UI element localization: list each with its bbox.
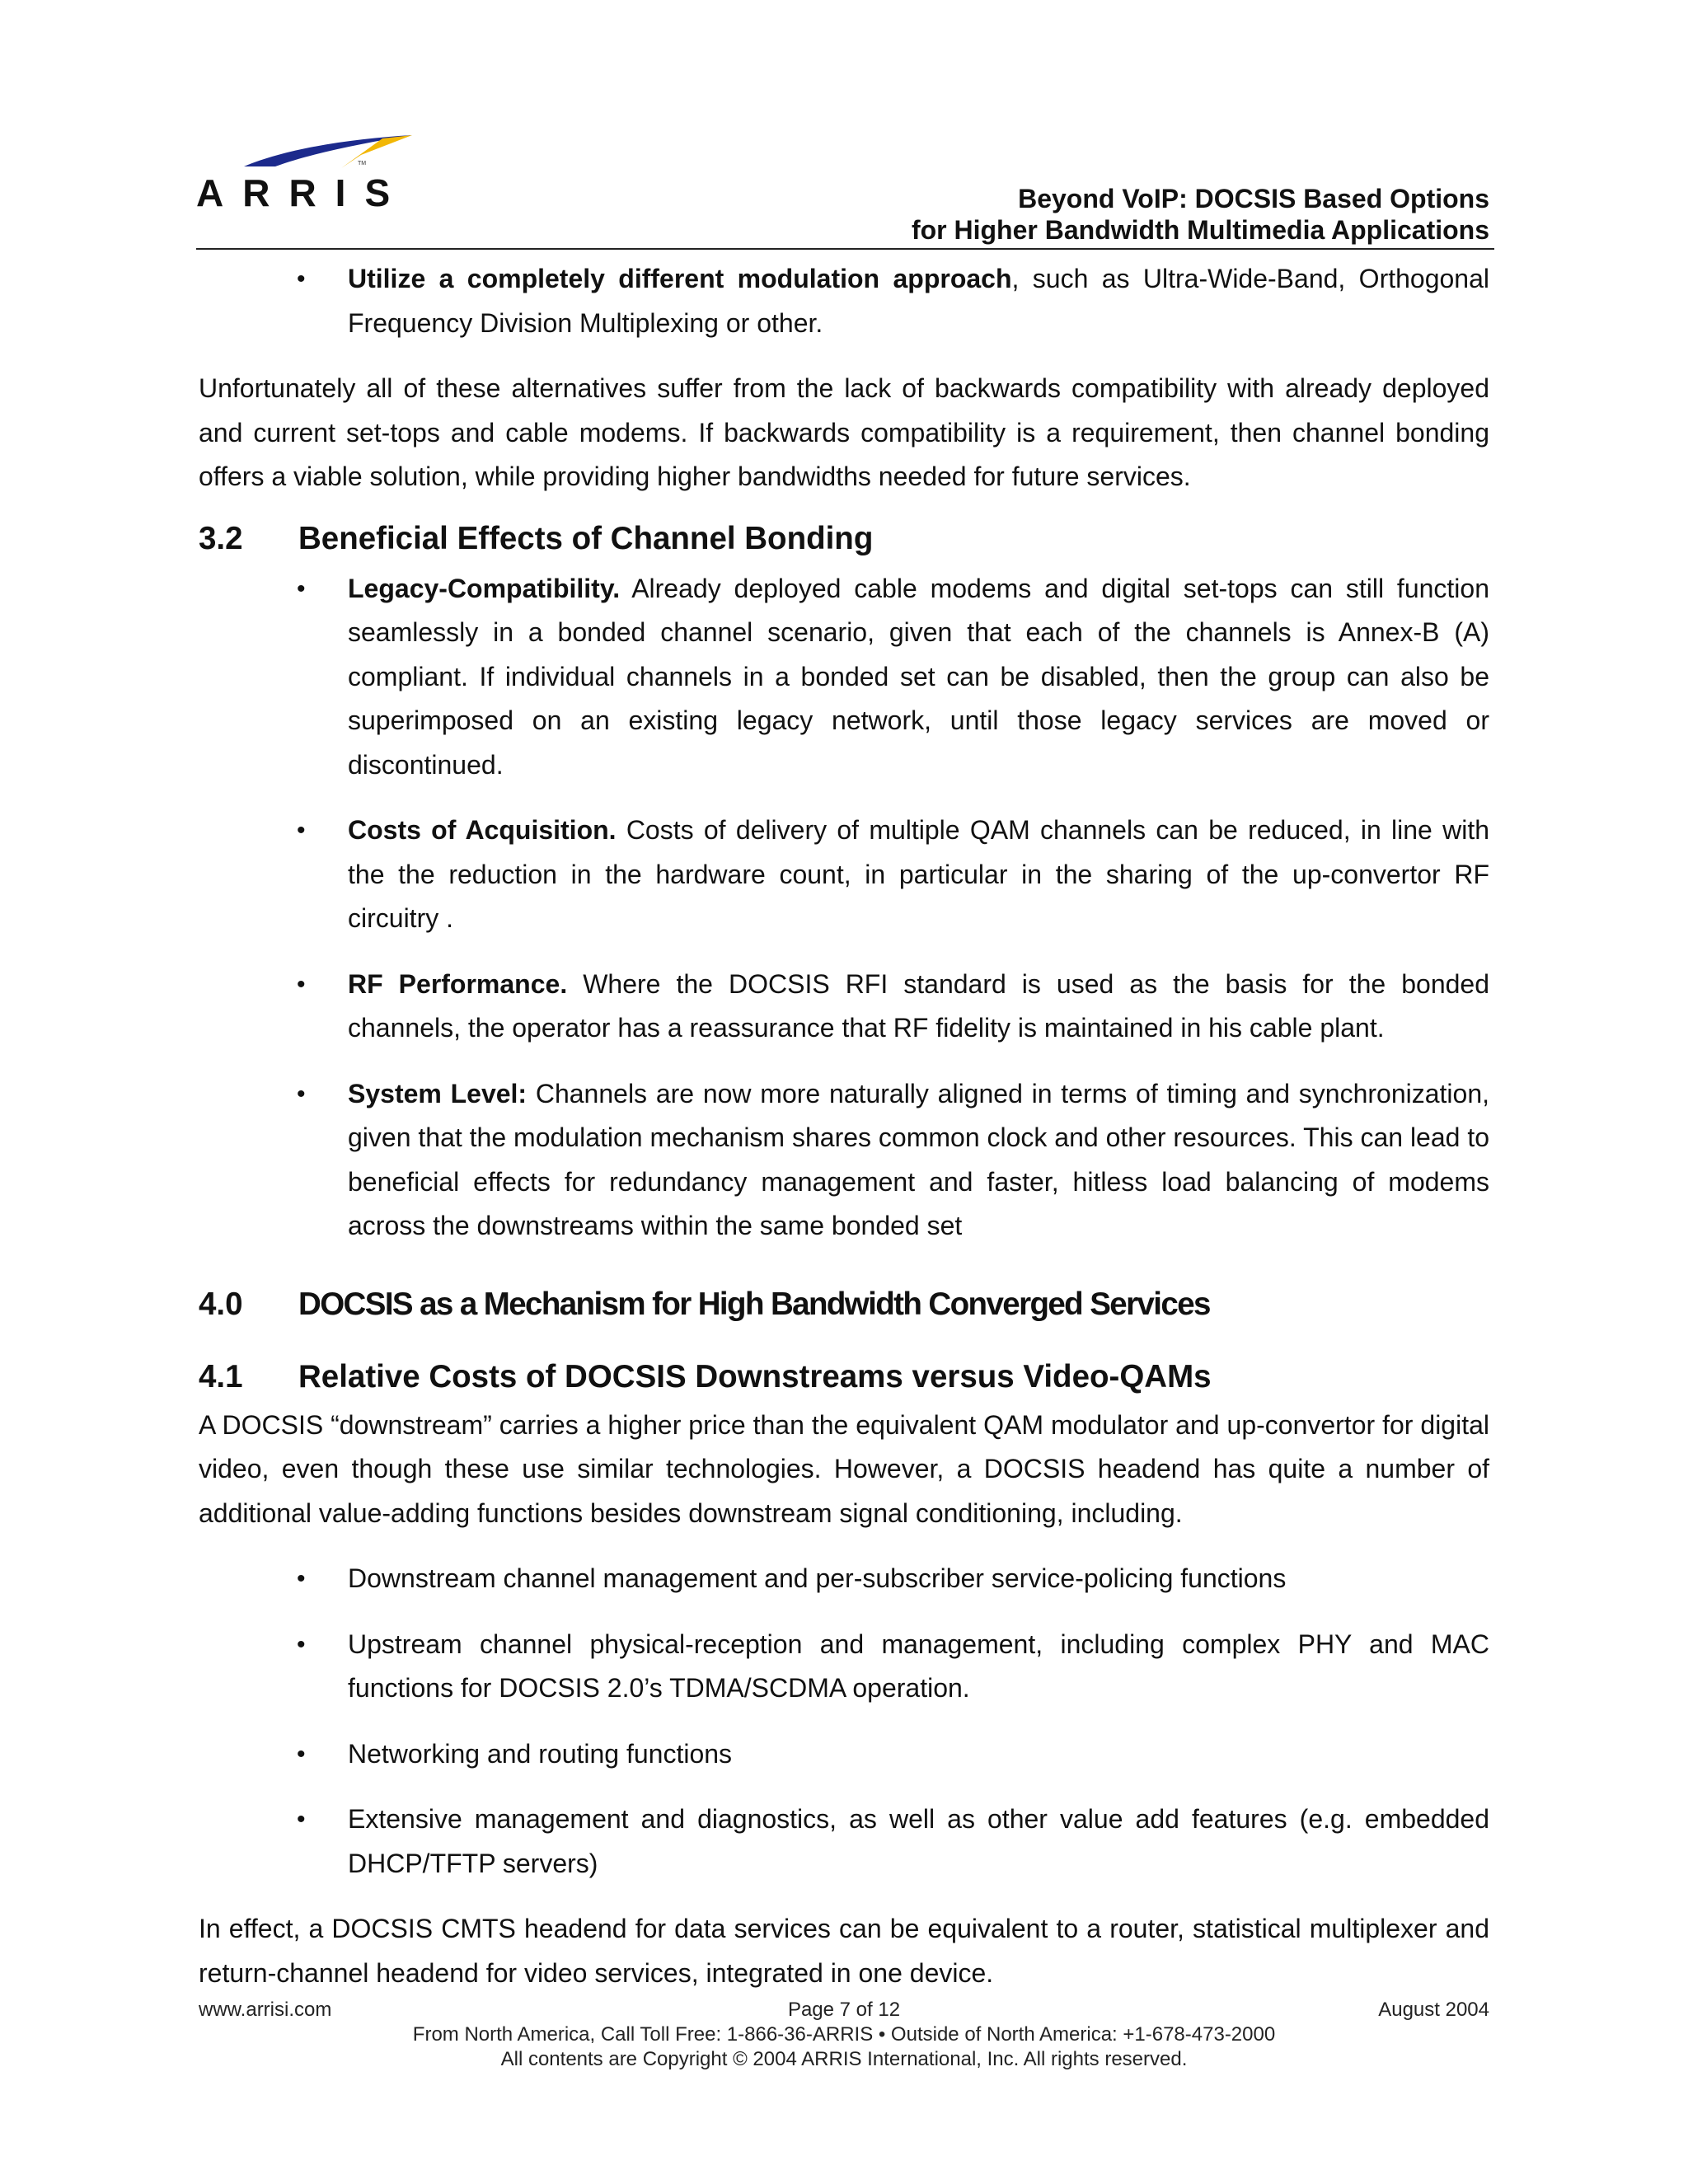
bullet-icon: • — [297, 1080, 306, 1108]
bullet-text: Where the DOCSIS RFI standard is used as the basis for the bonded channels, the operator has a reassurance that RF fidelity is maintained in his cable plant. — [348, 968, 1489, 1043]
bullet-lead: Costs of Acquisition. — [348, 815, 617, 845]
bullet-icon: • — [297, 970, 306, 998]
document-title — [912, 183, 1489, 246]
footer-date: August 2004 — [1378, 1999, 1489, 2021]
bullet-text: Costs of delivery of multiple QAM channels can be reduced, in line with the the reduction in the hardware count, in particular in the sharing of the up-convertor RF circuitry . — [348, 815, 1490, 933]
bullet-text: Extensive management and diagnostics, as well as other value add features (e.g. embedded DHCP/TFTP servers) — [348, 1804, 1489, 1878]
list-item — [297, 1623, 1489, 1711]
list-item — [297, 257, 1490, 345]
bullet-icon: • — [297, 817, 306, 844]
bullet-lead: System Level: — [348, 1078, 528, 1108]
header-divider — [196, 248, 1494, 250]
bullet-lead: Utilize a completely different modulation approach — [348, 264, 1012, 293]
page-content — [199, 257, 1489, 1995]
list-item — [297, 1732, 1489, 1777]
bullet-text: Channels are now more naturally aligned in terms of timing and synchronization, given that the modulation mechanism shares common clock and other resources. This can lead to beneficial effects for redundancy management and faster, hitless load balancing of modems across the downstreams within the same bonded set — [348, 1078, 1490, 1240]
section-title: Relative Costs of DOCSIS Downstreams versus Video-QAMs — [298, 1358, 1212, 1394]
document-title-line1: Beyond VoIP: DOCSIS Based Options — [1018, 184, 1489, 213]
bullet-icon: • — [297, 265, 306, 293]
section-title: Beneficial Effects of Channel Bonding — [298, 520, 874, 556]
section-number: 4.1 — [199, 1358, 243, 1394]
section-number: 4.0 — [199, 1286, 243, 1322]
section-heading-3-2 — [199, 514, 1489, 564]
paragraph-conclusion: In effect, a DOCSIS CMTS headend for data services can be equivalent to a router, statistical multiplexer and return-channel headend for video services, integrated in one device. — [199, 1914, 1489, 1988]
bullet-lead: Legacy-Compatibility. — [348, 573, 621, 603]
section-number: 3.2 — [199, 520, 243, 556]
list-item — [297, 1797, 1489, 1886]
bullet-text: , such as Ultra-Wide-Band, Orthogonal Frequency Division Multiplexing or other. — [348, 264, 1490, 338]
document-title-line2: for Higher Bandwidth Multimedia Applications — [911, 215, 1489, 245]
footer-copyright: All contents are Copyright © 2004 ARRIS International, Inc. All rights reserved. — [500, 2048, 1188, 2070]
bullet-text: Networking and routing functions — [348, 1738, 733, 1769]
paragraph-intro: A DOCSIS “downstream” carries a higher price than the equivalent QAM modulator and up-convertor for digital video, even though these use similar technologies. However, a DOCSIS headend has quite a number of additional value-adding functions besides downstream signal conditioning, including. — [199, 1409, 1489, 1528]
section-heading-4-0 — [199, 1280, 1489, 1329]
footer-contact: From North America, Call Toll Free: 1-866-36-ARRIS • Outside of North America: +1-678-473-2000 — [412, 2023, 1276, 2046]
bullet-text: Upstream channel physical-reception and management, including complex PHY and MAC functions for DOCSIS 2.0’s TDMA/SCDMA operation. — [348, 1629, 1489, 1703]
logo-wordmark: ARRIS — [196, 171, 410, 213]
section-title: DOCSIS as a Mechanism for High Bandwidth Converged Services — [298, 1286, 1210, 1322]
footer-website: www.arrisi.com — [199, 1999, 332, 2021]
footer-page-number: Page 7 of 12 — [787, 1999, 901, 2021]
bullet-icon: • — [297, 1630, 306, 1658]
arris-logo — [196, 130, 420, 213]
bullet-lead: RF Performance. — [348, 968, 568, 999]
page-footer — [199, 1998, 1489, 2072]
section-heading-4-1 — [199, 1352, 1489, 1402]
list-item — [297, 567, 1489, 788]
list-item — [297, 1557, 1489, 1601]
continued-bullet-list — [199, 257, 1489, 345]
benefits-list — [199, 567, 1489, 1249]
cmts-functions-list — [199, 1557, 1489, 1886]
list-item — [297, 1072, 1490, 1249]
bullet-icon: • — [297, 574, 306, 602]
bullet-icon: • — [297, 1565, 306, 1592]
bullet-icon: • — [297, 1806, 306, 1833]
bullet-icon: • — [297, 1740, 306, 1768]
svg-text:TM: TM — [358, 161, 367, 166]
bullet-text: Already deployed cable modems and digital set-tops can still function seamlessly in a bonded channel scenario, given that each of the channels is Annex-B (A) compliant. If individual channels in a bonded set can be disabled, then the group can also be superimposed on an existing legacy network, until those legacy services are moved or discontinued. — [348, 573, 1489, 780]
bullet-text: Downstream channel management and per-subscriber service-policing functions — [348, 1563, 1287, 1593]
paragraph-alternatives: Unfortunately all of these alternatives suffer from the lack of backwards compatibility with already deployed and current set-tops and cable modems. If backwards compatibility is a requirement, then channel bonding offers a viable solution, while providing higher bandwidths needed for future services. — [199, 373, 1489, 491]
list-item — [297, 963, 1489, 1051]
list-item — [297, 808, 1490, 941]
